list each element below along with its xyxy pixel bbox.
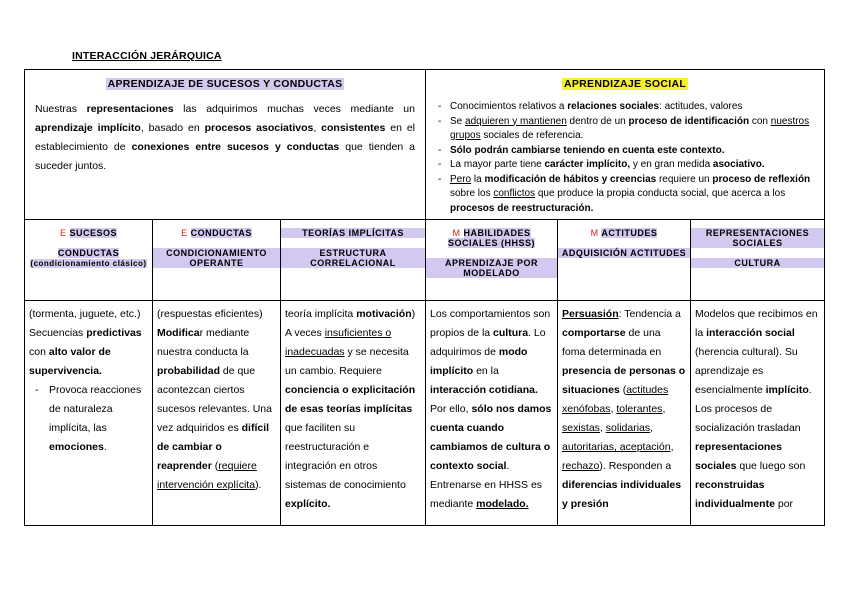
column-header-sucesos: E SUCESOS CONDUCTAS (condicionamiento clásico) — [25, 220, 153, 301]
body-cell-representaciones: Modelos que recibimos en la interacción social (herencia cultural). Su aprendizaje es esencialmente implícito. Los procesos de socialización trasladan representaciones sociales que luego son reconstruidas individualmente por — [691, 301, 825, 526]
list-item: - La mayor parte tiene carácter implícito, y en gran medida asociativo. — [434, 158, 816, 173]
body-cell-sucesos: (tormenta, juguete, etc.) Secuencias predictivas con alto valor de supervivencia. - Provoca reacciones de naturaleza implícita, las emociones. — [25, 301, 153, 526]
list-item: - Sólo podrán cambiarse teniendo en cuenta este contexto. — [434, 144, 816, 159]
body-cell-teorias: teoría implícita motivación) A veces insuficientes o inadecuadas y se necesita un cambio. Requiere conciencia o explicitación de esas teorías implícitas que faciliten su reestructuración e integración en otros sistemas de conocimiento explícito. — [281, 301, 426, 526]
body-cell-habilidades: Los comportamientos son propios de la cultura. Lo adquirimos de modo implícito en la interacción cotidiana. Por ello, sólo nos damos cuenta cuando cambiamos de cultura o contexto social. Entrenarse en HHSS es mediante modelado. — [426, 301, 558, 526]
left-section-cell — [25, 70, 426, 220]
column-header-representaciones: REPRESENTACIONES SOCIALES CULTURA — [691, 220, 825, 301]
column-header-row — [25, 220, 825, 301]
column-header-conductas: E CONDUCTAS CONDICIONAMIENTO OPERANTE — [153, 220, 281, 301]
right-section-heading: APRENDIZAJE SOCIAL — [563, 78, 687, 90]
column-header-teorias: TEORÍAS IMPLÍCITAS ESTRUCTURA CORRELACIONAL — [281, 220, 426, 301]
top-row — [25, 70, 825, 220]
list-item: - Pero la modificación de hábitos y creencias requiere un proceso de reflexión sobre los conflictos que produce la propia conducta social, que acerca a los procesos de reestructuración. — [434, 173, 816, 217]
left-section-heading: APRENDIZAJE DE SUCESOS Y CONDUCTAS — [107, 78, 343, 90]
body-row — [25, 301, 825, 526]
column-header-habilidades: M HABILIDADES SOCIALES (HHSS) APRENDIZAJE POR MODELADO — [426, 220, 558, 301]
list-item: - Provoca reacciones de naturaleza implícita, las emociones. — [29, 381, 148, 457]
left-section-text: Nuestras representaciones las adquirimos muchas veces mediante un aprendizaje implícito, basado en procesos asociativos, consistentes en el establecimiento de conexiones entre sucesos y conductas que tienden a suceder juntos. — [35, 103, 416, 172]
list-item: - Se adquieren y mantienen dentro de un proceso de identificación con nuestros grupos sociales de referencia. — [434, 115, 816, 144]
body-cell-actitudes: Persuasión: Tendencia a comportarse de una foma determinada en presencia de personas o situaciones (actitudes xenófobas, tolerantes, sexistas, solidarias, autoritarias, aceptación, rechazo). Responden a diferencias individuales y presión — [558, 301, 691, 526]
right-section-list — [434, 100, 816, 216]
right-section-cell — [426, 70, 825, 220]
list-item: - Conocimientos relativos a relaciones sociales: actitudes, valores — [434, 100, 816, 115]
hierarchy-table — [24, 69, 825, 526]
body-cell-conductas: (respuestas eficientes) Modificar mediante nuestra conducta la probabilidad de que acontezcan ciertos sucesos relevantes. Una vez adquiridos es difícil de cambiar o reaprender (requiere intervención explícita). — [153, 301, 281, 526]
column-header-actitudes: M ACTITUDES ADQUISICIÓN ACTITUDES — [558, 220, 691, 301]
page-title: INTERACCIÓN JERÁRQUICA — [72, 50, 222, 62]
